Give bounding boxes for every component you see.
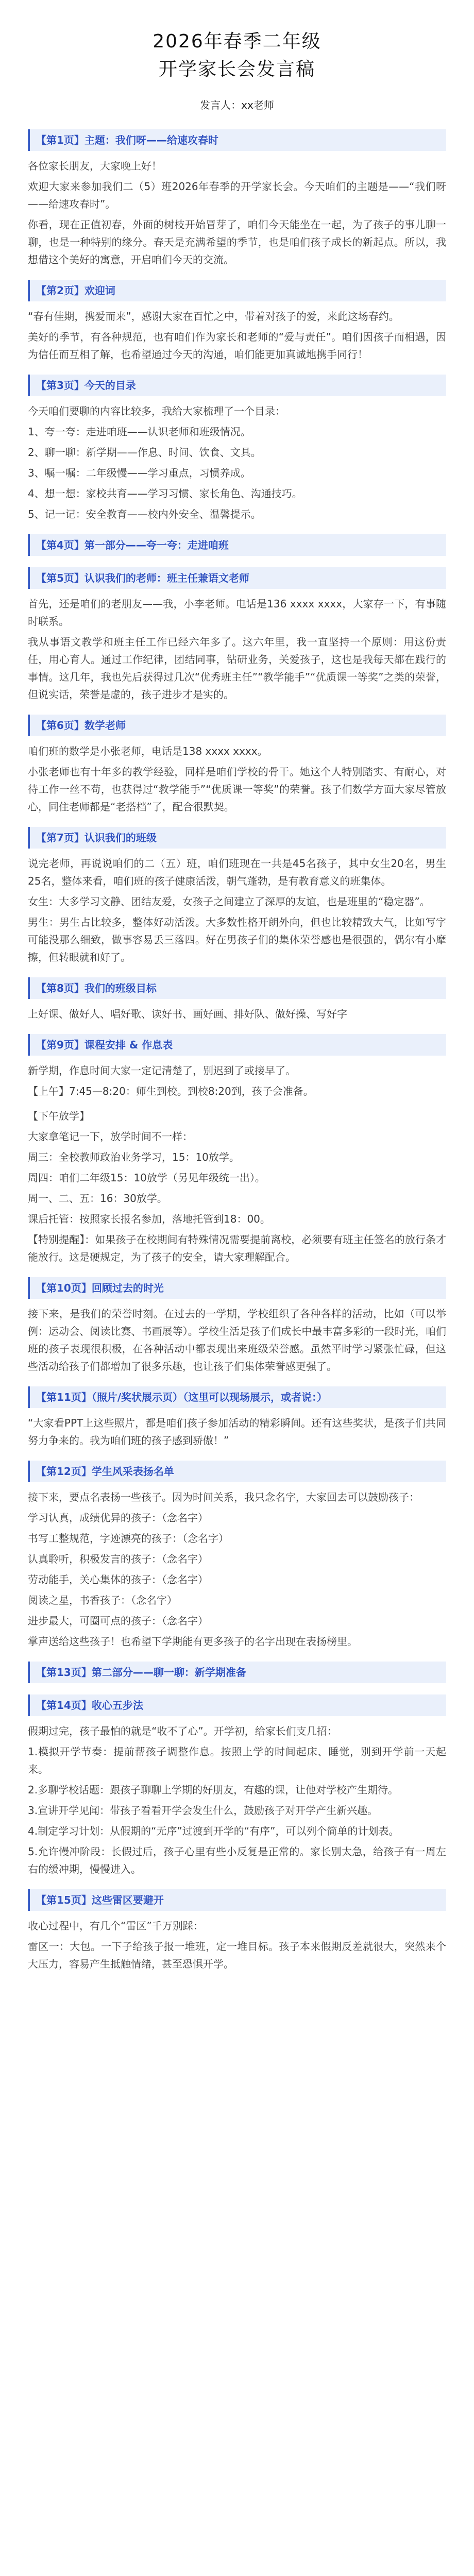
paragraph: 假期过完，孩子最怕的就是“收不了心”。开学初，给家长们支几招： [28,1725,337,1737]
paragraph: 收心过程中，有几个“雷区”千万别踩： [28,1920,204,1932]
section-heading: 【第15页】这些雷区要避开 [28,1889,446,1911]
doc-body [28,129,446,1973]
paragraph: 新学期，作息时间大家一定记清楚了，别迟到了或接早了。 [28,1064,296,1077]
paragraph: 接下来，要点名表扬一些孩子。因为时间关系，我只念名字，大家回去可以鼓励孩子： [28,1491,419,1503]
paragraph: 女生：大多学习文静、团结友爱，女孩子之间建立了深厚的友谊，也是班里的“稳定器”。 [28,895,430,908]
section-heading: 【第12页】学生风采表扬名单 [28,1461,446,1482]
paragraph: 学习认真，成绩优异的孩子：（念名字） [28,1512,208,1524]
section-heading: 【第13页】第二部分——聊一聊：新学期准备 [28,1662,446,1683]
section-heading: 【第11页】（照片/奖状展示页）（这里可以现场展示，或者说：） [28,1386,446,1408]
paragraph: 1.模拟开学节奏：提前帮孩子调整作息。按照上学的时间起床、睡觉，别到开学前一天起来。 [28,1745,446,1775]
paragraph: 首先，还是咱们的老朋友——我，小李老师。电话是136 xxxx xxxx，大家存一下，有事随时联系。 [28,598,446,628]
paragraph: 接下来，是我们的荣誉时刻。在过去的一学期，学校组织了各种各样的活动，比如（可以举例：运动会、阅读比赛、书画展等）。学校生活是孩子们成长中最丰富多彩的一段时光，咱们班的孩子表现很积极，在各种活动中都表现出来班级荣誉感。虽然平时学习紧张忙碌，但这些活动给孩子们都增加了很多乐趣，也让孩子们集体荣誉感更强了。 [28,1308,446,1372]
paragraph: 4、想一想：家校共育——学习习惯、家长角色、沟通技巧。 [28,487,302,500]
paragraph: 周四：咱们二年级15：10放学（另见年级统一出）。 [28,1172,265,1184]
section-heading: 【第14页】收心五步法 [28,1694,446,1716]
paragraph: 劳动能手，关心集体的孩子：（念名字） [28,1573,208,1586]
section-heading: 【第1页】主题：我们呀——给速攻春时 [28,129,446,151]
section-heading: 【第4页】第一部分——夸一夸：走进咱班 [28,534,446,556]
paragraph: 2.多聊学校话题：跟孩子聊聊上学期的好朋友，有趣的课，让他对学校产生期待。 [28,1784,399,1796]
doc-title [28,28,446,83]
paragraph: 5.允许慢冲阶段：长假过后，孩子心里有些小反复是正常的。家长别太急，给孩子有一周左右的缓冲期，慢慢进入。 [28,1845,446,1875]
paragraph: 【上午】7:45—8:20：师生到校。到校8:20到，孩子会准备。 [28,1085,314,1097]
doc-speaker: 发言人：xx老师 [200,99,274,111]
paragraph: 我从事语文教学和班主任工作已经六年多了。这六年里，我一直坚持一个原则：用这份责任，用心育人。通过工作纪律，团结同事，钻研业务，关爱孩子，这也是我每天都在践行的事情。这几年，我也先后获得过几次“优秀班主任”“教学能手”“优质课一等奖”之类的荣誉，但说实话，荣誉是虚的，孩子进步才是实的。 [28,636,446,701]
paragraph: 3.宣讲开学见闻：带孩子看看开学会发生什么，鼓励孩子对开学产生新兴趣。 [28,1804,378,1817]
paragraph: 2、聊一聊：新学期——作息、时间、饮食、文具。 [28,446,261,459]
paragraph: 【特别提醒】：如果孩子在校期间有特殊情况需要提前离校，必须要有班主任签名的放行条才能放行。这是硬规定，为了孩子的安全，请大家理解配合。 [28,1233,446,1263]
section-heading: 【第5页】认识我们的老师：班主任兼语文老师 [28,567,446,589]
paragraph: 课后托管：按照家长报名参加，落地托管到18：00。 [28,1213,270,1225]
paragraph: 阅读之星，书香孩子：（念名字） [28,1594,177,1606]
paragraph: 5、记一记：安全教育——校内外安全、温馨提示。 [28,508,261,520]
paragraph: 今天咱们要聊的内容比较多，我给大家梳理了一个目录： [28,405,285,417]
paragraph: 1、夸一夸：走进咱班——认识老师和班级情况。 [28,426,251,438]
paragraph: 上好课、做好人、唱好歌、读好书、画好画、排好队、做好操、写好字 [28,1008,347,1020]
paragraph: 3、嘱一嘱：二年级慢——学习重点，习惯养成。 [28,467,251,479]
section-heading: 【第8页】我们的班级目标 [28,977,446,999]
doc-title-line1: 2026年春季二年级 [153,31,321,52]
paragraph: 欢迎大家来参加我们二（5）班2026年春季的开学家长会。今天咱们的主题是——“我们呀——给速攻春时”。 [28,180,446,210]
paragraph: “大家看PPT上这些照片，都是咱们孩子参加活动的精彩瞬间。还有这些奖状，是孩子们共同努力争来的。我为咱们班的孩子感到骄傲！” [28,1417,446,1447]
section-heading: 【第2页】欢迎词 [28,280,446,301]
sub-heading: 【下午放学】 [28,1110,90,1122]
paragraph: “春有佳期，携爱而来”，感谢大家在百忙之中，带着对孩子的爱，来此这场春约。 [28,310,399,323]
paragraph: 周三：全校教师政治业务学习，15：10放学。 [28,1151,240,1163]
paragraph: 雷区一：大包。一下子给孩子报一堆班，定一堆目标。孩子本来假期反差就很大，突然来个大压力，容易产生抵触情绪，甚至恐惧开学。 [28,1940,446,1970]
section-heading: 【第6页】数学老师 [28,715,446,736]
paragraph: 掌声送给这些孩子！也希望下学期能有更多孩子的名字出现在表扬榜里。 [28,1635,358,1648]
paragraph: 大家拿笔记一下，放学时间不一样： [28,1130,193,1143]
doc-title-line2: 开学家长会发言稿 [158,59,315,80]
paragraph: 小张老师也有十年多的教学经验，同样是咱们学校的骨干。她这个人特别踏实、有耐心，对待工作一丝不苟，也获得过“教学能手”“优质课一等奖”的荣誉。孩子们数学方面大家尽管放心，同住老师都是“老搭档”了，配合很默契。 [28,766,446,813]
section-heading: 【第9页】课程安排 & 作息表 [28,1034,446,1056]
paragraph: 咱们班的数学是小张老师，电话是138 xxxx xxxx。 [28,745,268,757]
paragraph: 进步最大，可圈可点的孩子：（念名字） [28,1615,208,1627]
paragraph: 书写工整规范，字迹漂亮的孩子：（念名字） [28,1532,229,1545]
section-heading: 【第10页】回顾过去的时光 [28,1277,446,1299]
section-heading: 【第3页】今天的目录 [28,375,446,396]
paragraph: 认真聆听，积极发言的孩子：（念名字） [28,1553,208,1565]
paragraph: 各位家长朋友，大家晚上好！ [28,160,162,172]
paragraph: 说完老师，再说说咱们的二（五）班，咱们班现在一共是45名孩子，其中女生20名，男生25名，整体来看，咱们班的孩子健康活泼，朝气蓬勃，是有教育意义的班集体。 [28,857,446,887]
section-heading: 【第7页】认识我们的班级 [28,827,446,849]
paragraph: 美好的季节，有各种规范，也有咱们作为家长和老师的“爱与责任”。咱们因孩子而相遇，因为信任而互相了解，也希望通过今天的沟通，咱们能更加真诚地携手同行！ [28,331,446,361]
paragraph: 男生：男生占比较多，整体好动活泼。大多数性格开朗外向，但也比较精致大气，比如写字可能没那么细致，做事容易丢三落四。好在男孩子们的集体荣誉感也是很强的，偶尔有小摩擦，但转眼就和好了。 [28,916,446,963]
paragraph: 4.制定学习计划：从假期的“无序”过渡到开学的“有序”，可以列个简单的计划表。 [28,1825,399,1837]
paragraph: 周一、二、五：16：30放学。 [28,1192,167,1205]
paragraph: 你看，现在正值初春，外面的树枝开始冒芽了，咱们今天能坐在一起，为了孩子的事儿聊一聊，也是一种特别的缘分。春天是充满希望的季节，也是咱们孩子成长的新起点。所以，我想借这个美好的寓意，开启咱们今天的交流。 [28,218,446,266]
